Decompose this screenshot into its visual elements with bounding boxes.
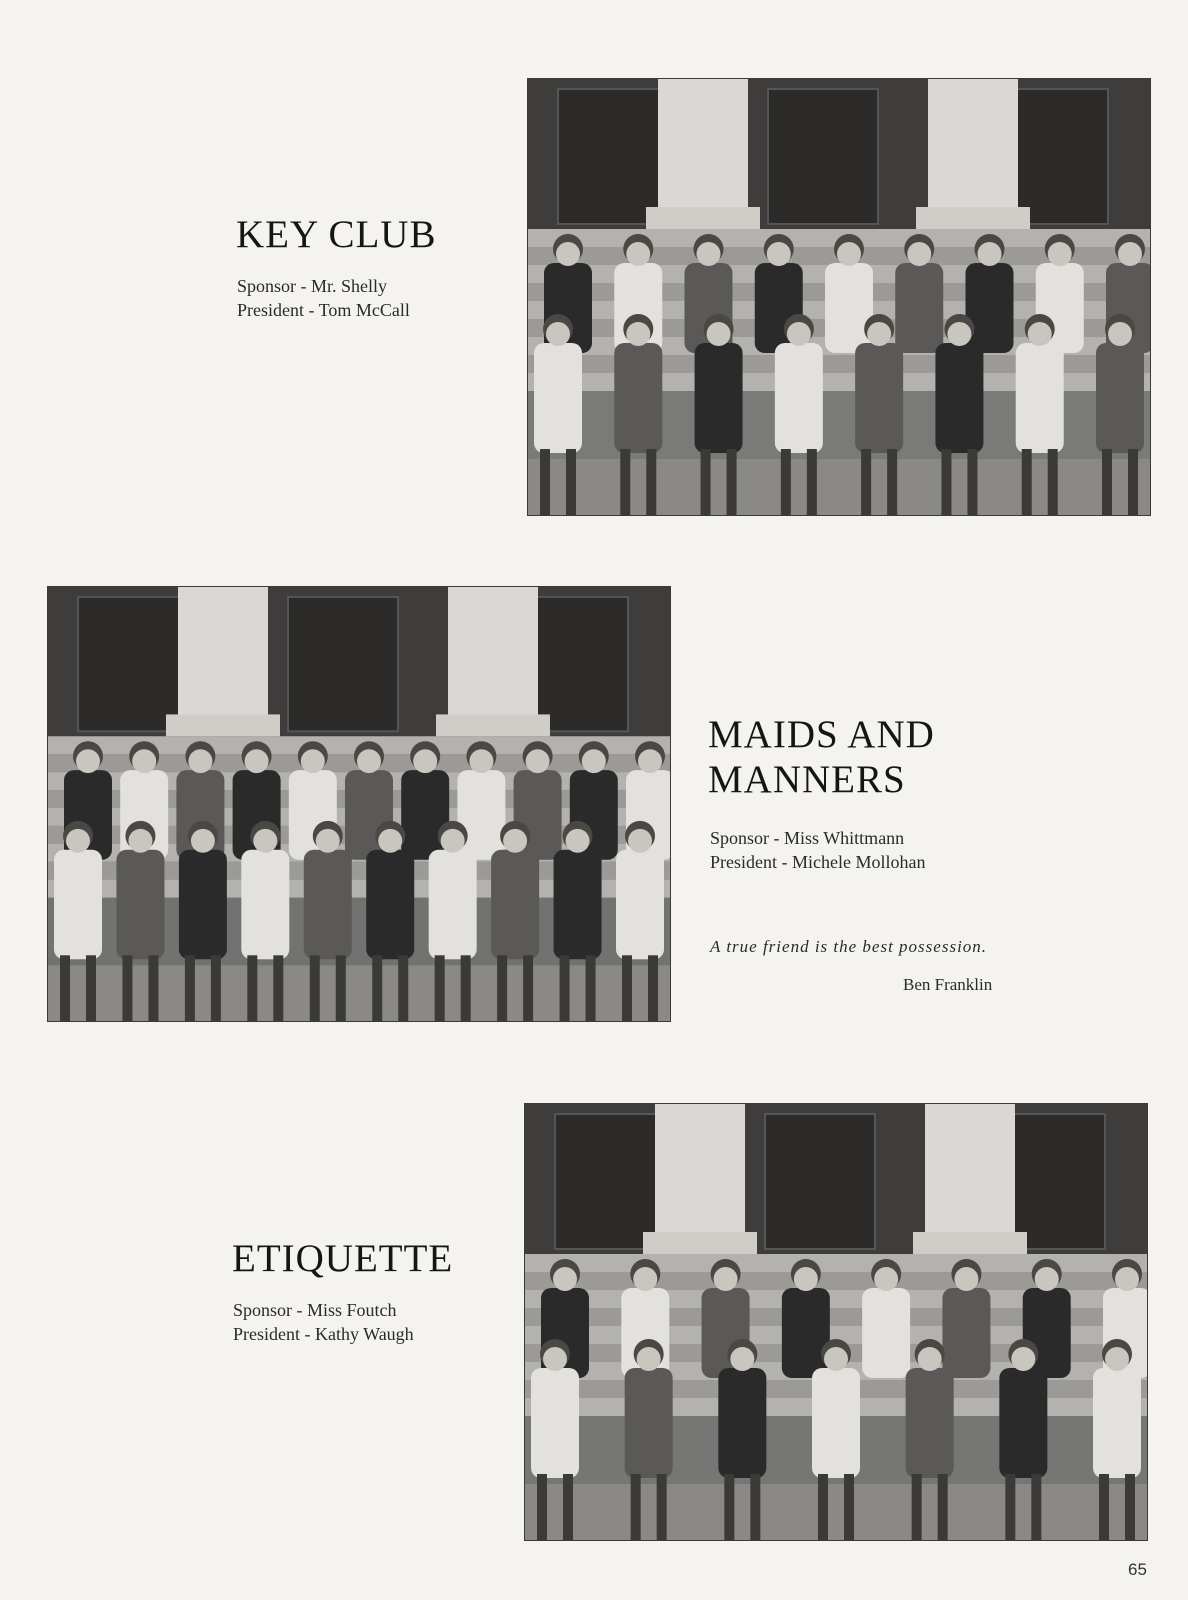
maids-and-manners-sponsor: Sponsor - Miss Whittmann: [710, 828, 905, 848]
etiquette-sponsor: Sponsor - Miss Foutch: [233, 1300, 397, 1320]
key-club-president: President - Tom McCall: [237, 300, 410, 320]
maids-and-manners-president: President - Michele Mollohan: [710, 852, 926, 872]
key-club-officers: [237, 274, 410, 322]
group-photo-image: [525, 1104, 1147, 1540]
key-club-photo: [527, 78, 1151, 516]
group-photo-image: [528, 79, 1150, 515]
maids-and-manners-title-line2: MANNERS: [708, 758, 906, 802]
key-club-sponsor: Sponsor - Mr. Shelly: [237, 276, 388, 296]
maids-and-manners-title: [708, 712, 935, 802]
page-number: 65: [1128, 1560, 1147, 1579]
etiquette-photo: [524, 1103, 1148, 1541]
etiquette-president: President - Kathy Waugh: [233, 1324, 414, 1344]
etiquette-title: ETIQUETTE: [232, 1237, 454, 1280]
group-photo-image: [48, 587, 670, 1021]
maids-and-manners-quote-author: Ben Franklin: [903, 975, 993, 994]
key-club-title: KEY CLUB: [236, 213, 437, 256]
maids-and-manners-title-line1: MAIDS AND: [708, 713, 935, 756]
etiquette-officers: [233, 1298, 414, 1346]
maids-and-manners-officers: [710, 826, 925, 874]
maids-and-manners-quote: A true friend is the best possession.: [710, 937, 988, 956]
maids-and-manners-photo: [47, 586, 671, 1022]
